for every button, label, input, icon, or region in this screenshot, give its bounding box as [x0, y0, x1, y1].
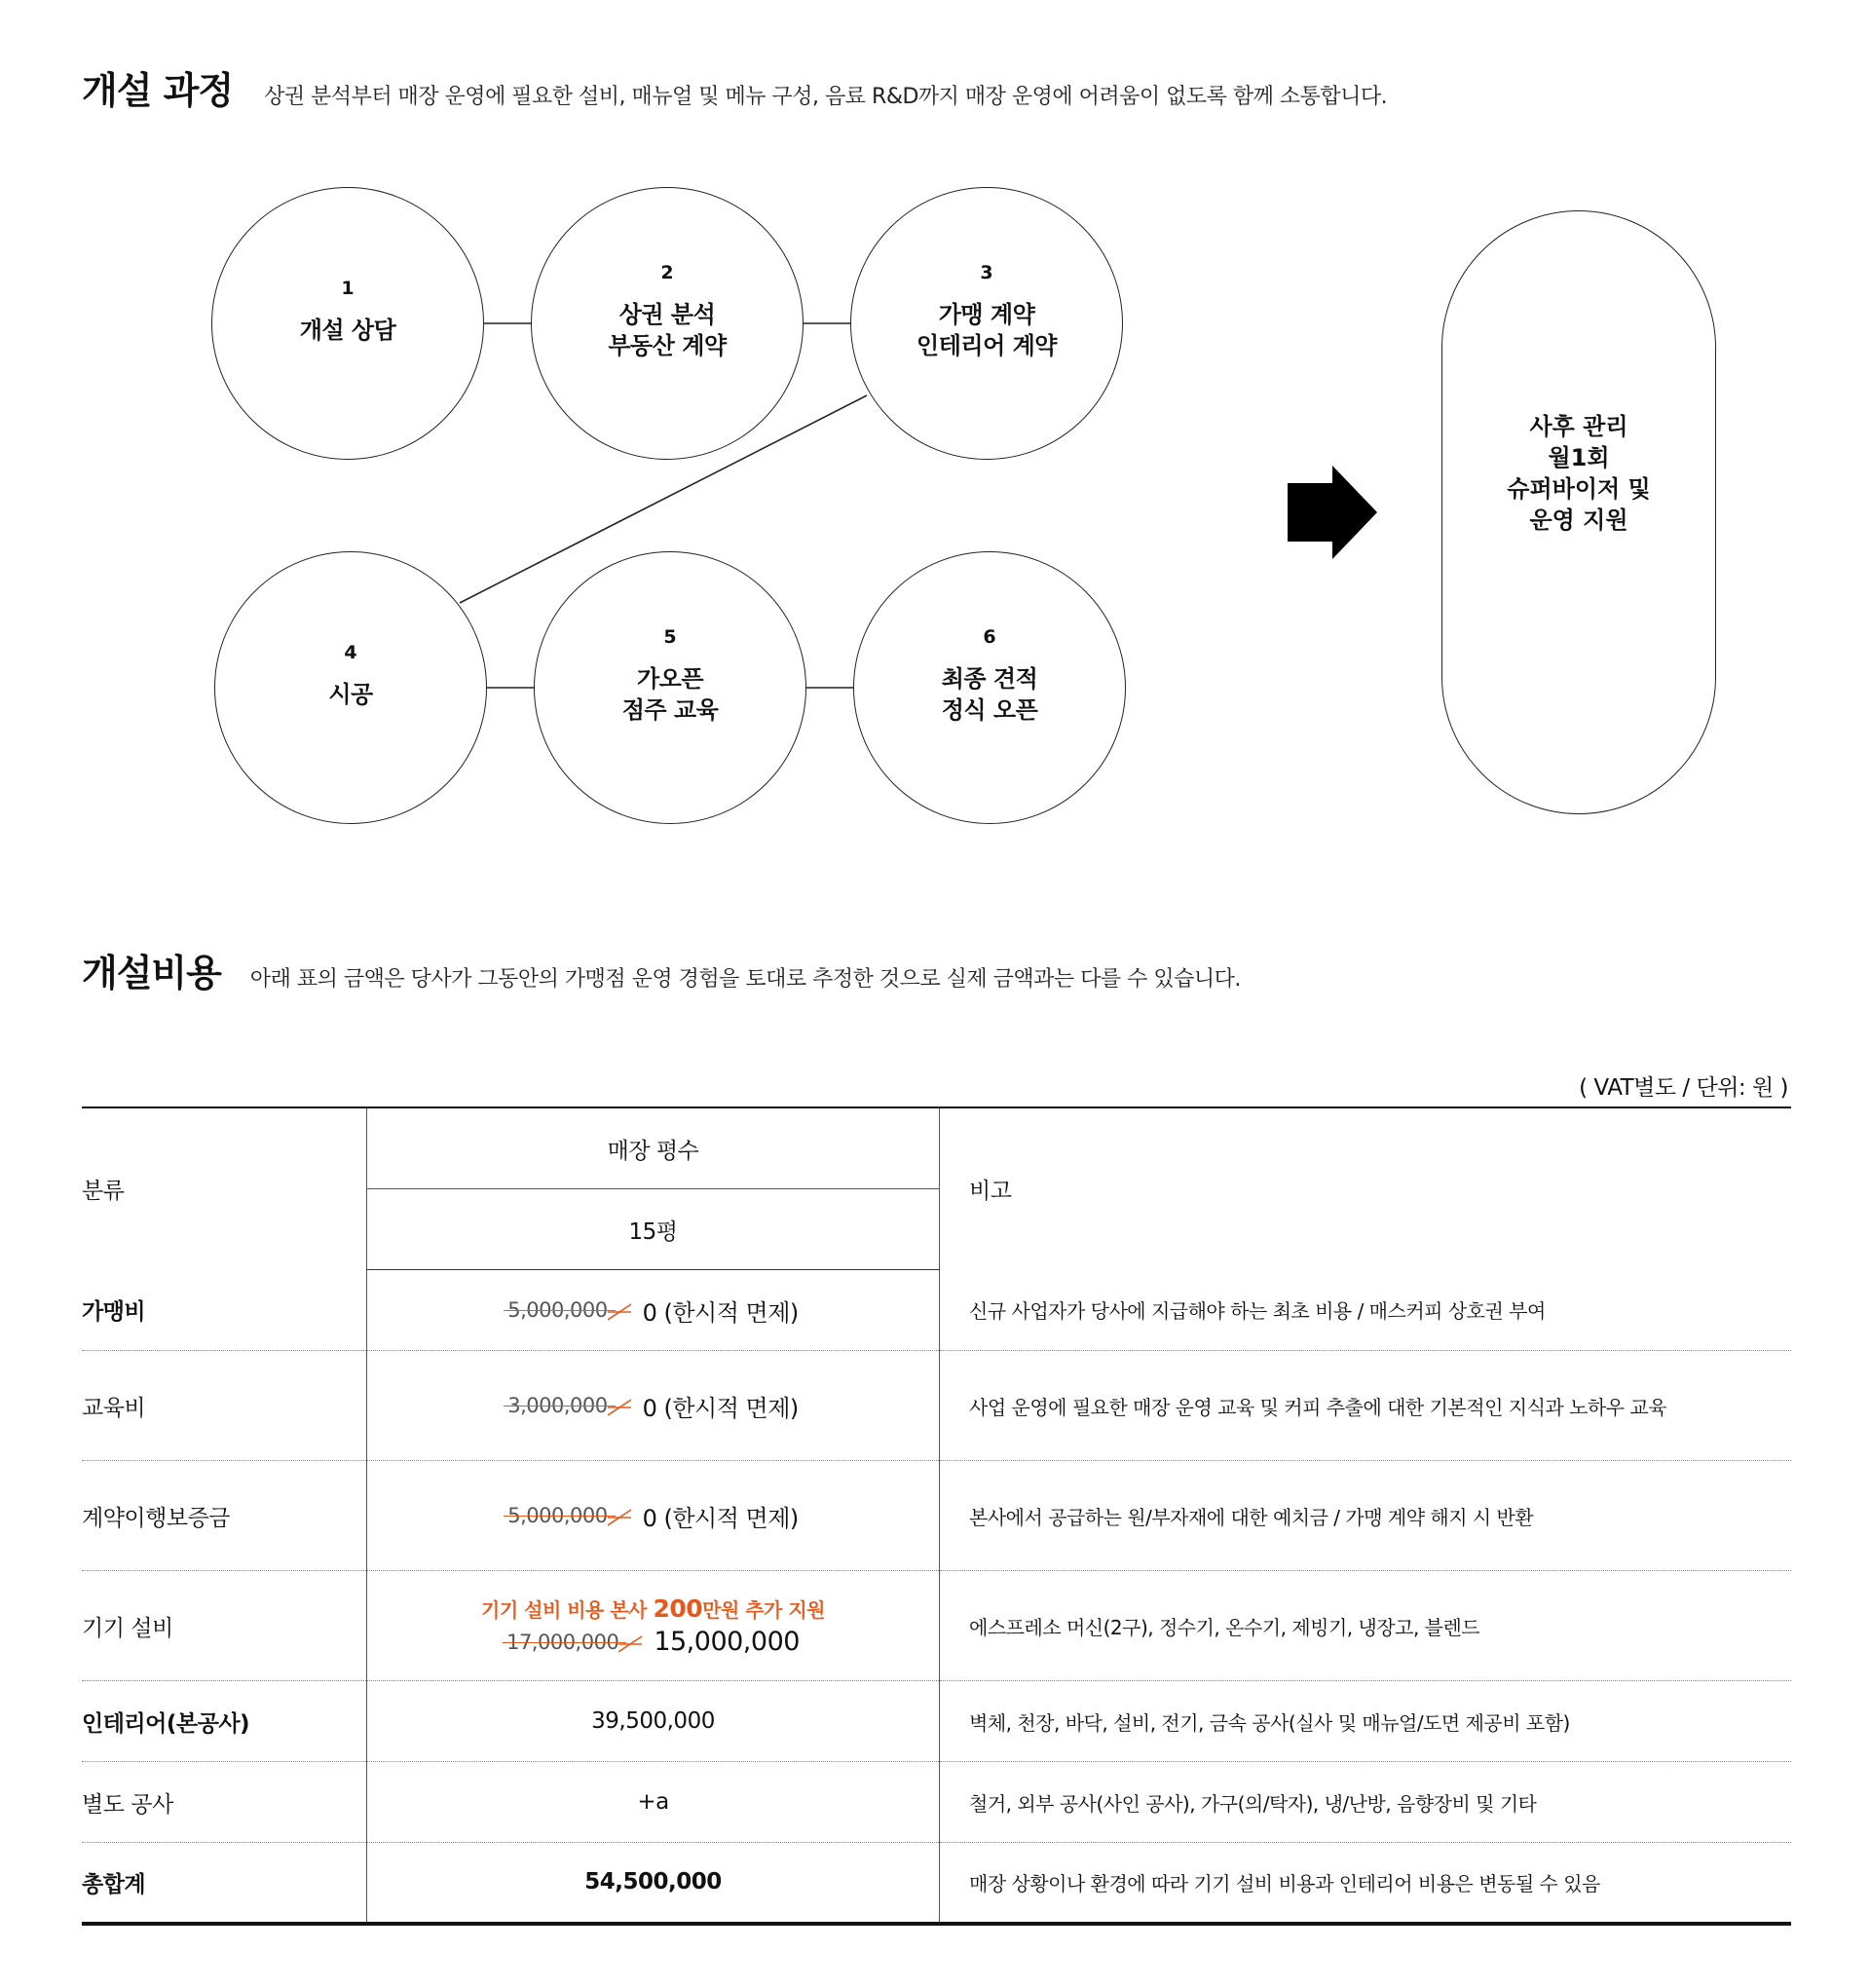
row-value: +a [367, 1762, 940, 1843]
after-care-pill [1441, 210, 1716, 814]
header-size-value: 15평 [367, 1189, 940, 1270]
cost-table [82, 1107, 1791, 1926]
header-category: 분류 [82, 1179, 125, 1205]
row-category: 기기 설비 [82, 1571, 367, 1681]
cost-title: 개설비용 [82, 952, 221, 994]
old-price: 5,000,000 [507, 1298, 607, 1322]
table-row [82, 1681, 1791, 1762]
table-row [82, 1270, 1791, 1351]
row-value: 0 (한시적 면제) [642, 1298, 799, 1327]
old-price: 5,000,000 [507, 1504, 607, 1527]
step-5 [534, 551, 806, 824]
old-price: 17,000,000 [506, 1631, 618, 1654]
step-3 [850, 187, 1123, 460]
row-category: 총합계 [82, 1871, 146, 1897]
row-category: 별도 공사 [82, 1762, 367, 1843]
header-note: 비고 [969, 1179, 1012, 1205]
step-label: 가맹 계약 인테리어 계약 [916, 301, 1057, 359]
step-number: 1 [341, 278, 355, 299]
process-title: 개설 과정 [82, 69, 234, 112]
unit-note: ( VAT별도 / 단위: 원 ) [1579, 1075, 1788, 1101]
table-row [82, 1461, 1791, 1571]
row-category: 가맹비 [82, 1270, 367, 1351]
row-value-cell [367, 1461, 940, 1571]
row-value: 39,500,000 [367, 1681, 940, 1762]
step-2 [531, 187, 804, 460]
strike-arrow-icon [618, 1632, 644, 1654]
row-note: 에스프레소 머신(2구), 정수기, 온수기, 제빙기, 냉장고, 블렌드 [940, 1571, 1792, 1681]
row-value-cell [367, 1270, 940, 1351]
cost-header [82, 943, 1241, 996]
step-label: 상권 분석 부동산 계약 [608, 301, 727, 359]
row-note: 벽체, 천장, 바닥, 설비, 전기, 금속 공사(실사 및 매뉴얼/도면 제공비 포함) [940, 1681, 1792, 1762]
header-size: 매장 평수 [367, 1107, 940, 1189]
table-row-total [82, 1843, 1791, 1924]
after-care-label: 사후 관리 월1회 슈퍼바이저 및 운영 지원 [1507, 413, 1651, 534]
process-description: 상권 분석부터 매장 운영에 필요한 설비, 매뉴얼 및 메뉴 구성, 음료 R&D까지 매장 운영에 어려움이 없도록 함께 소통합니다. [264, 85, 1388, 109]
strike-arrow-icon [608, 1396, 633, 1417]
step-number: 2 [660, 262, 674, 283]
step-number: 6 [983, 626, 996, 648]
arrow-right-icon [1288, 466, 1377, 559]
row-category: 인테리어(본공사) [82, 1681, 367, 1762]
step-1 [211, 187, 484, 460]
step-label: 최종 견적 정식 오픈 [941, 665, 1038, 724]
row-note: 철거, 외부 공사(사인 공사), 가구(의/탁자), 냉/난방, 음향장비 및 기타 [940, 1762, 1792, 1843]
strike-arrow-icon [608, 1506, 633, 1527]
row-note: 신규 사업자가 당사에 지급해야 하는 최초 비용 / 매스커피 상호권 부여 [940, 1270, 1792, 1351]
step-6 [853, 551, 1126, 824]
row-value-cell [367, 1351, 940, 1461]
step-label: 시공 [328, 681, 373, 708]
old-price: 3,000,000 [507, 1394, 607, 1417]
row-category: 교육비 [82, 1351, 367, 1461]
row-value: 15,000,000 [654, 1627, 800, 1657]
row-note: 매장 상황이나 환경에 따라 기기 설비 비용과 인테리어 비용은 변동될 수 있음 [969, 1871, 1600, 1895]
row-value: 0 (한시적 면제) [642, 1394, 799, 1422]
table-row [82, 1571, 1791, 1681]
table-row [82, 1351, 1791, 1461]
row-note: 본사에서 공급하는 원/부자재에 대한 예치금 / 가맹 계약 해지 시 반환 [940, 1461, 1792, 1571]
row-category: 계약이행보증금 [82, 1461, 367, 1571]
row-value: 0 (한시적 면제) [642, 1504, 799, 1532]
table-header-row [82, 1107, 1791, 1189]
row-note: 사업 운영에 필요한 매장 운영 교육 및 커피 추출에 대한 기본적인 지식과 노하우 교육 [940, 1351, 1792, 1461]
row-value-cell [367, 1571, 940, 1681]
row-value: 54,500,000 [367, 1843, 940, 1924]
step-label: 개설 상담 [299, 317, 396, 344]
step-number: 5 [663, 626, 677, 648]
step-label: 가오픈 점주 교육 [621, 665, 719, 724]
step-number: 4 [344, 642, 357, 663]
table-row [82, 1762, 1791, 1843]
step-number: 3 [980, 262, 993, 283]
promo-text: 기기 설비 비용 본사 200만원 추가 지원 [481, 1594, 825, 1623]
process-diagram [0, 0, 1870, 877]
step-4 [214, 551, 487, 824]
strike-arrow-icon [608, 1300, 633, 1322]
cost-description: 아래 표의 금액은 당사가 그동안의 가맹점 운영 경험을 토대로 추정한 것으로 실제 금액과는 다를 수 있습니다. [249, 967, 1241, 992]
